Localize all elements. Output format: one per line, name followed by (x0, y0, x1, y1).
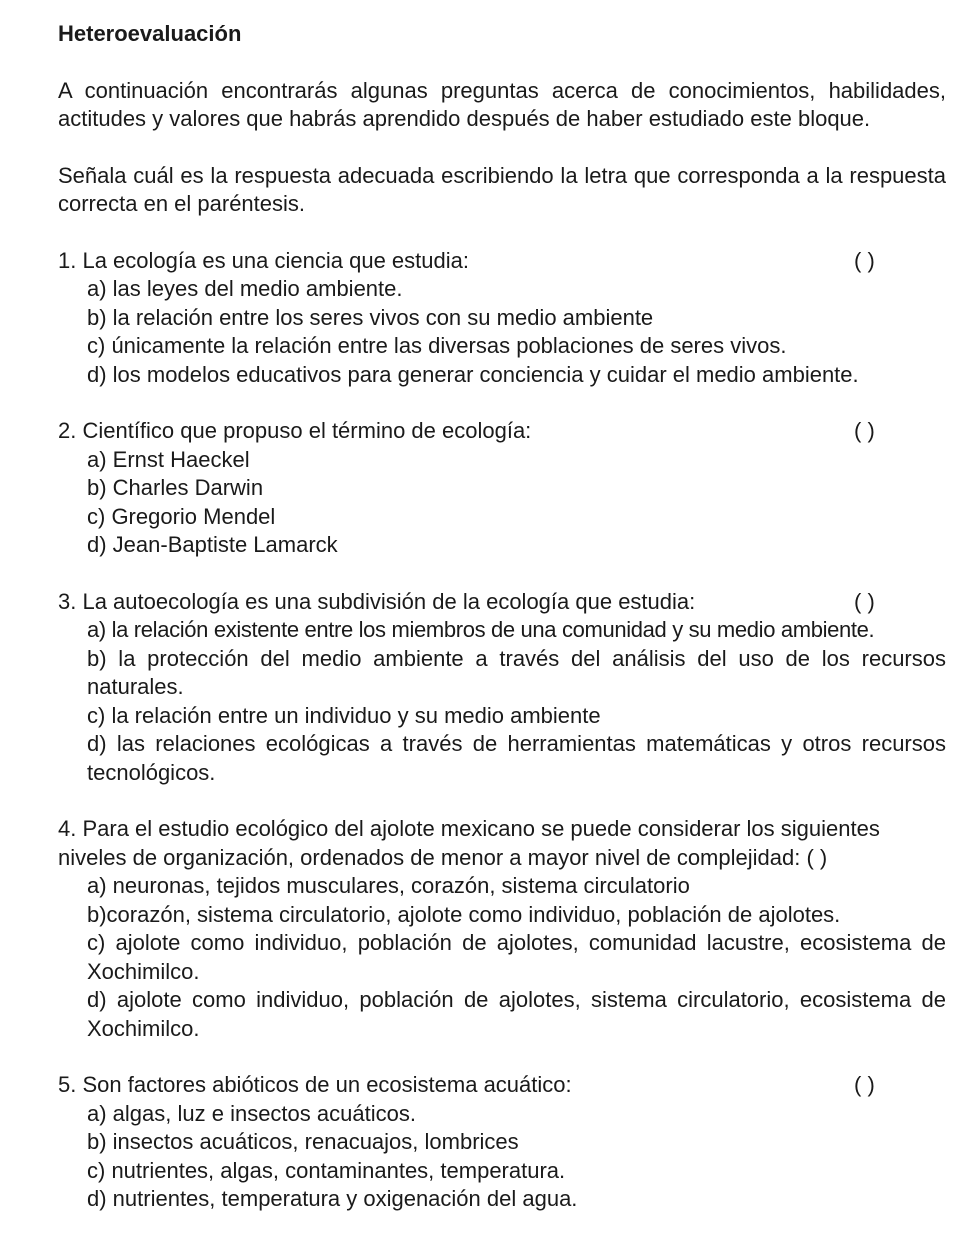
option-c: c) nutrientes, algas, contaminantes, temperatura. (87, 1157, 566, 1183)
option-b: b) la relación entre los seres vivos con su medio ambiente (87, 304, 654, 330)
option-b: b)corazón, sistema circulatorio, ajolote como individuo, población de ajolotes. (87, 901, 841, 927)
option-d: d) nutrientes, temperatura y oxigenación del agua. (87, 1186, 578, 1211)
page-title: Heteroevaluación (58, 21, 242, 46)
option-d: d) ajolote como individuo, población de ajolotes, sistema circulatorio, ecosistema de Xochimilco. (87, 987, 946, 1041)
question-stem-row (58, 417, 946, 446)
answer-blank[interactable]: ( ) (806, 844, 828, 870)
option-c: c) ajolote como individuo, población de ajolotes, comunidad lacustre, ecosistema de Xochimilco. (87, 930, 946, 984)
question-stem: 5. Son factores abióticos de un ecosistema acuático: (58, 1072, 572, 1097)
question-1 (58, 247, 946, 390)
question-stem: 4. Para el estudio ecológico del ajolote mexicano se puede considerar los siguientes niveles de organización, ordenados de menor a mayor nivel de complejidad: (58, 816, 880, 870)
question-stem: 1. La ecología es una ciencia que estudia: (58, 247, 469, 273)
option-a: a) algas, luz e insectos acuáticos. (87, 1100, 416, 1126)
question-stem: 3. La autoecología es una subdivisión de la ecología que estudia: (58, 588, 696, 614)
option-d: d) las relaciones ecológicas a través de herramientas matemáticas y otros recursos tecnológicos. (87, 731, 946, 785)
option-b: b) insectos acuáticos, renacuajos, lombrices (87, 1129, 519, 1154)
question-2 (58, 417, 946, 560)
option-c: c) Gregorio Mendel (87, 503, 276, 529)
option-c: c) únicamente la relación entre las diversas poblaciones de seres vivos. (87, 333, 787, 358)
answer-blank[interactable]: ( ) (854, 588, 875, 614)
question-3 (58, 588, 946, 788)
answer-blank[interactable]: ( ) (854, 1072, 875, 1097)
option-a: a) Ernst Haeckel (87, 446, 250, 472)
question-stem: 2. Científico que propuso el término de ecología: (58, 418, 532, 443)
option-d: d) los modelos educativos para generar conciencia y cuidar el medio ambiente. (87, 361, 859, 387)
option-a: a) la relación existente entre los miembros de una comunidad y su medio ambiente. (87, 617, 875, 642)
option-b: b) Charles Darwin (87, 475, 264, 500)
instructions-paragraph: Señala cuál es la respuesta adecuada escribiendo la letra que corresponda a la respuesta correcta en el paréntesis. (58, 162, 946, 216)
options-list (58, 872, 946, 1043)
question-stem-row (58, 815, 946, 872)
option-a: a) las leyes del medio ambiente. (87, 276, 403, 301)
options-list (58, 446, 946, 560)
question-stem-row (58, 247, 946, 276)
options-list (58, 275, 946, 389)
option-b: b) la protección del medio ambiente a través del análisis del uso de los recursos naturales. (87, 645, 946, 699)
options-list (58, 616, 946, 787)
question-5 (58, 1071, 946, 1214)
option-d: d) Jean-Baptiste Lamarck (87, 532, 338, 557)
option-a: a) neuronas, tejidos musculares, corazón, sistema circulatorio (87, 873, 690, 898)
option-c: c) la relación entre un individuo y su medio ambiente (87, 702, 601, 728)
question-4 (58, 815, 946, 1043)
question-stem-row (58, 588, 946, 617)
answer-blank[interactable]: ( ) (854, 247, 875, 273)
question-stem-row (58, 1071, 946, 1100)
intro-paragraph: A continuación encontrarás algunas preguntas acerca de conocimientos, habilidades, actitudes y valores que habrás aprendido después de haber estudiado este bloque. (58, 77, 946, 131)
answer-blank[interactable]: ( ) (854, 418, 875, 443)
options-list (58, 1100, 946, 1214)
